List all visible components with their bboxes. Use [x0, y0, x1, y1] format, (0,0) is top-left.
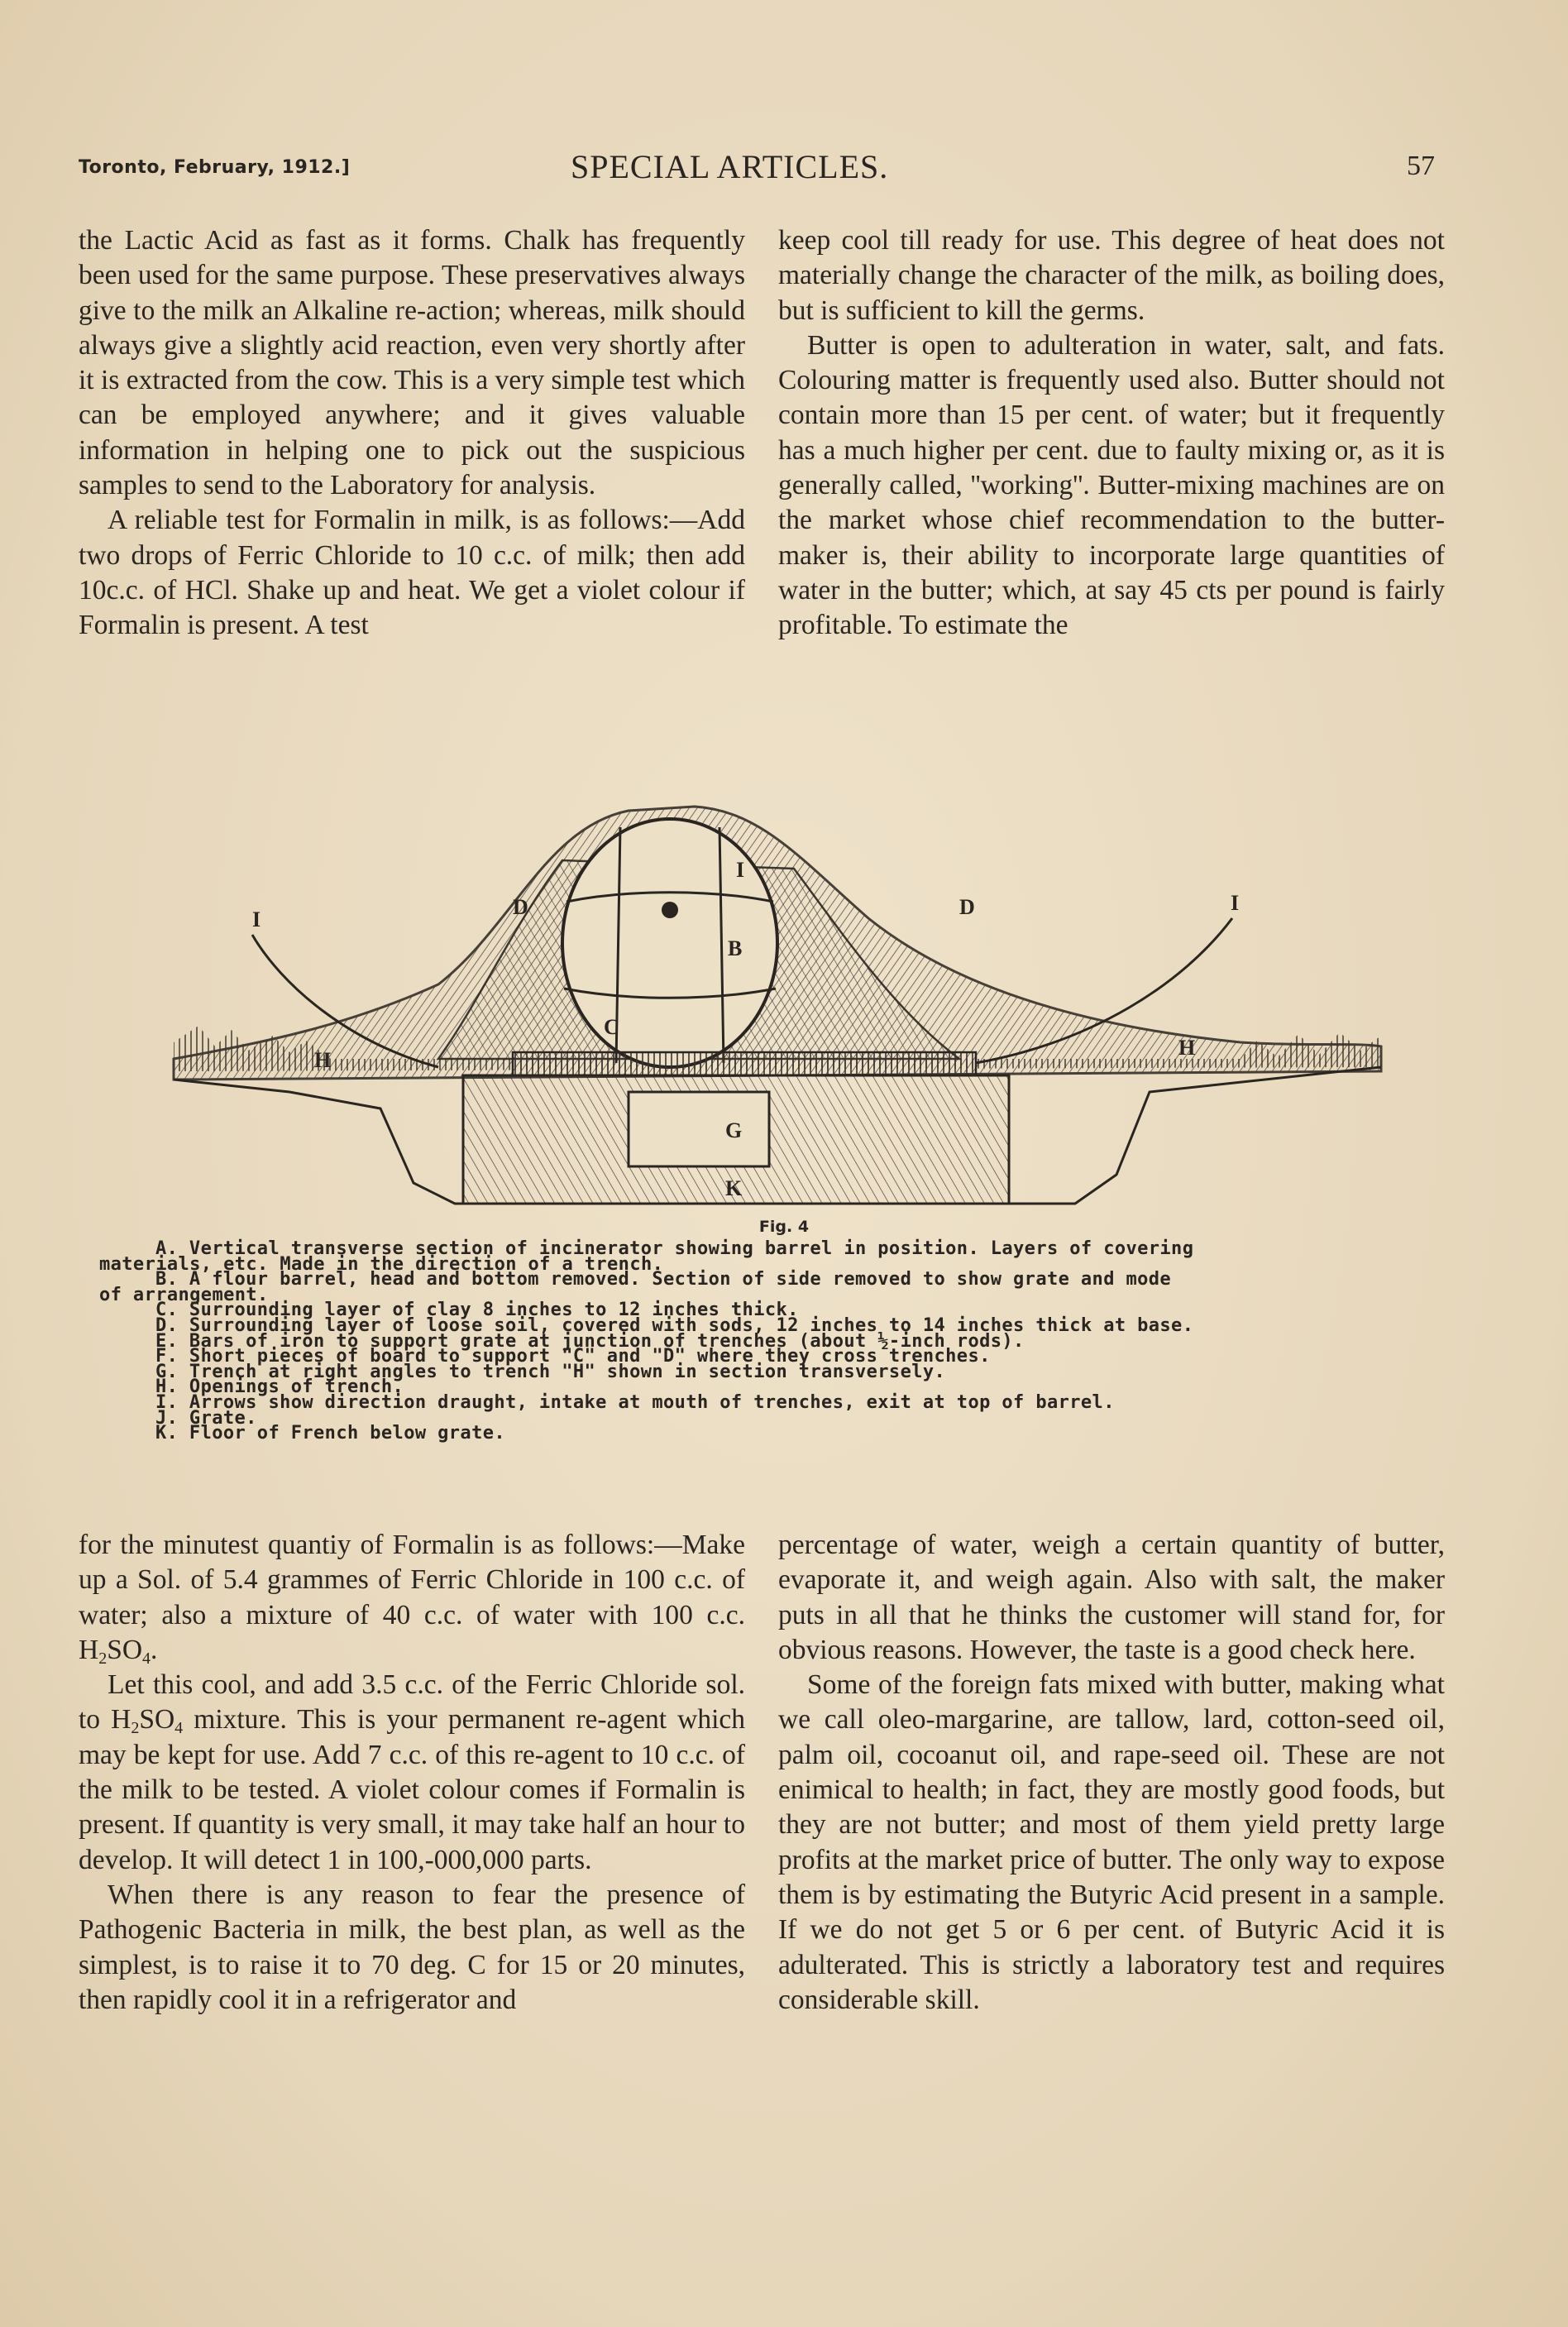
section-title: SPECIAL ARTICLES. [571, 148, 889, 185]
caption-line: K. Floor of French below grate. [155, 1423, 505, 1444]
mark-b: B [728, 936, 743, 960]
paragraph: A reliable test for Formalin in milk, is as follows:—Add two drops of Ferric Chloride to 10 c.c. of milk; then add 10c.c. of HCl. Shake up and heat. We get a violet colour if Formalin is present. A test [79, 505, 745, 641]
mark-i-top: I [736, 858, 745, 882]
mark-k: K [725, 1176, 743, 1200]
running-header [79, 147, 1435, 189]
caption-line: E. Bars of iron to support grate at junction of trenches (about ½-inch rods). [155, 1330, 1025, 1352]
incinerator-illustration [165, 794, 1389, 1208]
paragraph: keep cool till ready for use. This degree of heat does not materially change the character of the milk, as boiling does, but is sufficient to kill the germs. [778, 225, 1445, 326]
caption-line: C. Surrounding layer of clay 8 inches to 12 inches thick. [155, 1300, 799, 1321]
caption-line: materials, etc. Made in the direction of a trench. [99, 1253, 664, 1275]
mark-g: G [725, 1118, 743, 1142]
grate [513, 1052, 976, 1075]
caption-line: H. Openings of trench. [155, 1377, 404, 1398]
mark-d-left: D [513, 895, 528, 919]
mark-d-right: D [959, 895, 975, 919]
header-date: Toronto, February, 1912.] [79, 157, 351, 178]
caption-line: J. Grate. [155, 1407, 257, 1429]
caption-line: B. A flour barrel, head and bottom removed. Section of side removed to show grate and mode [155, 1269, 1172, 1290]
paragraph: When there is any reason to fear the presence of Pathogenic Bacteria in milk, the best plan, as well as the simplest, is to raise it to 70 deg. C for 15 or 20 minutes, then rapidly cool it in a refrigerator and [79, 1879, 745, 2015]
caption-line: I. Arrows show direction draught, intake at mouth of trenches, exit at top of barrel. [155, 1391, 1115, 1413]
right-column-top [778, 223, 1445, 644]
barrel [562, 819, 777, 1067]
mark-i-right: I [1231, 891, 1240, 915]
barrel-bung [662, 902, 678, 918]
page-number: 57 [1407, 151, 1435, 181]
mark-h-right: H [1178, 1036, 1196, 1060]
right-column-bottom [778, 1528, 1445, 2018]
trench-opening [629, 1092, 769, 1166]
left-column-top [79, 223, 745, 644]
caption-line: A. Vertical transverse section of incinerator showing barrel in position. Layers of covering [155, 1238, 1194, 1259]
paragraph: Let this cool, and add 3.5 c.c. of the Ferric Chloride sol. to $H_2SO_4$ mixture. This is your permanent re-agent which may be kept for use. Add 7 c.c. of this re-agent to 10 c.c. of the milk to be tested. A violet colour comes if Formalin is present. If quantity is very small, it may take half an hour to develop. It will detect 1 in 100,-000,000 parts. [79, 1669, 746, 1875]
paragraph: percentage of water, weigh a certain quantity of butter, evaporate it, and weigh again. Also with salt, the maker puts in all that he thinks the customer will stand for, for obvious reasons. However, the taste is a good check here. [778, 1530, 1445, 1665]
paragraph: the Lactic Acid as fast as it forms. Chalk has frequently been used for the same purpose. These preservatives always give to the milk an Alkaline re-action; whereas, milk should always give a slightly acid reaction, even very shortly after it is extracted from the cow. This is a very simple test which can be employed anywhere; and it gives valuable information in helping one to pick out the suspicious samples to send to the Laboratory for analysis. [79, 225, 745, 501]
left-column-bottom [79, 1528, 745, 2018]
mark-i-left: I [252, 907, 261, 931]
paragraph: Butter is open to adulteration in water, salt, and fats. Colouring matter is frequently used also. Butter should not contain more than 15 per cent. of water; but it frequently has a much higher per cent. due to faulty mixing or, as it is generally called, ''working''. Butter-mixing machines are on the market whose chief recommendation to the butter-maker is, their ability to incorporate large quantities of water in the butter; which, at say 45 cts per pound is fairly profitable. To estimate the [778, 329, 1445, 641]
caption-line: D. Surrounding layer of loose soil, covered with sods, 12 inches to 14 inches thick at base. [155, 1314, 1194, 1336]
figure-caption [99, 1238, 1439, 1444]
paragraph: Some of the foreign fats mixed with butter, making what we call oleo-margarine, are tallow, lard, cotton-seed oil, palm oil, cocoanut oil, and rape-seed oil. These are not enimical to health; in fact, they are mostly good foods, but they are not butter; and most of them yield pretty large profits at the market price of butter. The only way to expose them is by estimating the Butyric Acid present in a sample. If we do not get 5 or 6 per cent. of Butyric Acid it is adulterated. This is strictly a laboratory test and requires considerable skill. [778, 1669, 1445, 2015]
mark-c: C [604, 1015, 619, 1039]
caption-line: of arrangement. [99, 1284, 269, 1305]
caption-line: F. Short pieces of board to support "C" and "D" where they cross trenches. [155, 1346, 991, 1367]
figure-label: Fig. 4 [758, 1218, 810, 1236]
paragraph: for the minutest quantiy of Formalin is as follows:—Make up a Sol. of 5.4 grammes of Ferric Chloride in 100 c.c. of water; also a mixture of 40 c.c. of water with 100 c.c. $H_2SO_4$. [79, 1530, 745, 1668]
mark-h-left: H [314, 1048, 332, 1072]
caption-line: G. Trench at right angles to trench "H" shown in section transversely. [155, 1361, 946, 1382]
